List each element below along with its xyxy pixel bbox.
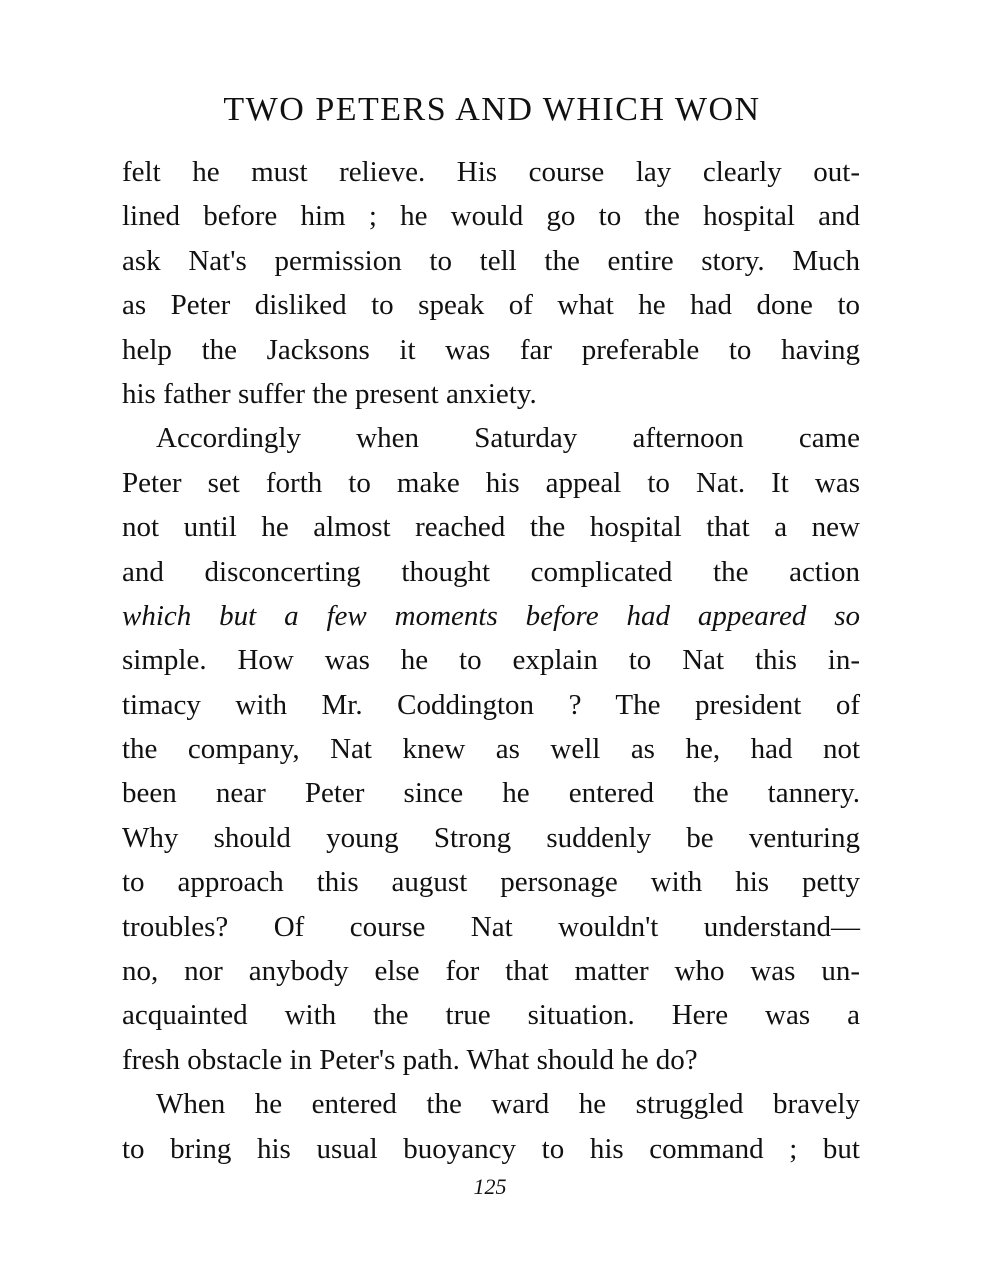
text-line: lined before him ; he would go to the hospital and: [122, 200, 860, 233]
text-line: ask Nat's permission to tell the entire story. Much: [122, 244, 860, 277]
text-line: troubles? Of course Nat wouldn't understand—: [122, 910, 860, 943]
text-line: Accordingly when Saturday afternoon came: [156, 422, 860, 455]
text-line: Why should young Strong suddenly be venturing: [122, 821, 860, 854]
text-line: his father suffer the present anxiety.: [122, 377, 537, 410]
text-line: When he entered the ward he struggled bravely: [156, 1088, 860, 1121]
text-line: to approach this august personage with his petty: [122, 866, 860, 899]
text-line: been near Peter since he entered the tannery.: [122, 777, 860, 810]
page-number: 125: [473, 1174, 507, 1199]
text-line: and disconcerting thought complicated the action: [122, 555, 860, 588]
text-line: fresh obstacle in Peter's path. What should he do?: [122, 1043, 698, 1076]
running-head: TWO PETERS AND WHICH WON: [223, 91, 761, 128]
text-line: Peter set forth to make his appeal to Nat. It was: [122, 466, 860, 499]
text-line: simple. How was he to explain to Nat this in-: [122, 644, 860, 677]
text-line: the company, Nat knew as well as he, had not: [122, 733, 860, 766]
body-text: [122, 150, 860, 1171]
text-line: felt he must relieve. His course lay clearly out-: [122, 156, 860, 188]
text-line: timacy with Mr. Coddington ? The president of: [122, 688, 860, 721]
text-line: which but a few moments before had appeared so: [122, 599, 860, 632]
text-line: to bring his usual buoyancy to his command ; but: [122, 1132, 860, 1165]
text-line: no, nor anybody else for that matter who was un-: [122, 955, 860, 988]
text-line: help the Jacksons it was far preferable to having: [122, 333, 860, 366]
text-line: acquainted with the true situation. Here was a: [122, 999, 860, 1032]
text-line: not until he almost reached the hospital that a new: [122, 511, 860, 544]
text-line: as Peter disliked to speak of what he had done to: [122, 289, 860, 322]
